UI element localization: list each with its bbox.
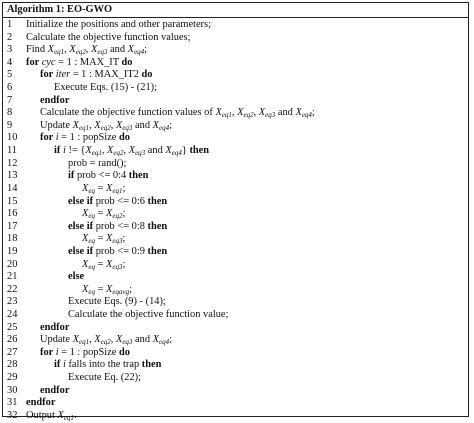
line-code (68, 221, 167, 234)
line-number: 22 (7, 283, 18, 295)
code-text: X (106, 208, 113, 220)
keyword: endfor (26, 397, 56, 409)
code-text: ; (169, 119, 172, 131)
code-text: , (231, 107, 238, 119)
algorithm-line (3, 322, 468, 335)
algorithm-line (3, 95, 468, 108)
code-text: Initialize the positions and other parameters; (26, 19, 211, 30)
code-text: Execute Eqs. (9) - (14); (68, 296, 166, 308)
code-text: X (127, 44, 135, 56)
line-code (40, 95, 69, 108)
subscript: eq4 (134, 48, 145, 57)
code-text: X (258, 107, 266, 119)
code-text: and (132, 119, 153, 131)
subscript: eq1 (91, 149, 102, 158)
keyword: do (118, 132, 130, 144)
code-text: X (106, 258, 113, 270)
keyword: else if (68, 220, 96, 232)
code-text: = (94, 233, 107, 245)
line-number: 5 (7, 69, 13, 81)
keyword: endfor (40, 384, 70, 396)
code-text: X (57, 409, 64, 421)
line-number: 27 (7, 346, 18, 358)
code-text: , (101, 145, 108, 157)
code-text: = (94, 258, 107, 270)
code-text: X (82, 182, 89, 194)
line-number: 30 (7, 384, 18, 396)
code-text: Update (40, 119, 73, 131)
algorithm-line (3, 246, 468, 259)
subscript: eq1 (63, 413, 74, 422)
algorithm-line (3, 397, 468, 410)
code-text: X (106, 233, 113, 245)
line-code (26, 19, 211, 32)
code-text: and (145, 145, 166, 157)
line-code (26, 57, 133, 70)
code-text: X (152, 334, 159, 346)
subscript: eq1 (221, 111, 232, 120)
line-code (82, 233, 125, 246)
keyword: then (147, 195, 168, 207)
algorithm-line (3, 107, 468, 120)
algorithm-line (3, 196, 468, 209)
line-code (68, 196, 167, 209)
code-text: prob = rand(); (68, 157, 127, 169)
keyword: else (68, 271, 85, 283)
line-number: 3 (7, 44, 13, 56)
algorithm-line (3, 271, 468, 284)
code-text: , (110, 334, 116, 346)
algorithm-line (3, 120, 468, 133)
code-text: = (94, 182, 107, 194)
line-code (40, 107, 315, 120)
code-text: i (55, 132, 59, 144)
code-text: = 1 : popSize (58, 132, 119, 144)
subscript: eq2 (113, 149, 124, 158)
code-text: ; (122, 182, 126, 194)
algorithm-line (3, 132, 468, 145)
line-number: 25 (7, 321, 18, 333)
subscript: eq1 (78, 123, 90, 132)
keyword: then (147, 245, 168, 257)
line-code (68, 158, 126, 171)
keyword: if (54, 359, 63, 371)
code-text: , (110, 119, 116, 131)
subscript: eq2 (100, 338, 111, 347)
code-text: , (89, 334, 95, 346)
subscript: eq3 (112, 262, 123, 271)
line-number: 8 (7, 107, 13, 119)
algorithm-line (3, 82, 468, 95)
subscript: eq4 (171, 149, 182, 158)
subscript: eq3 (122, 338, 133, 347)
line-number: 12 (7, 157, 18, 169)
algorithm-line (3, 69, 468, 82)
code-text: Output (26, 409, 58, 421)
line-number: 13 (7, 170, 18, 182)
subscript: eq1 (78, 338, 90, 347)
subscript: eq (88, 237, 95, 246)
code-text: prob <= 0:4 (76, 170, 129, 182)
line-number: 21 (7, 271, 18, 283)
line-number: 19 (7, 245, 18, 257)
code-text: , (123, 145, 129, 157)
line-number: 4 (7, 56, 13, 68)
keyword: do (118, 346, 130, 358)
algorithm-line (3, 309, 468, 322)
keyword: endfor (40, 321, 70, 333)
keyword: then (189, 145, 210, 157)
code-text: X (82, 283, 89, 295)
code-text: Calculate the objective function values of (40, 107, 216, 119)
line-number: 23 (7, 296, 18, 308)
code-text: = 1 : MAX_IT (55, 56, 122, 68)
line-number: 2 (7, 31, 13, 43)
code-text: ; (122, 208, 126, 220)
code-text: i (62, 145, 66, 157)
subscript: eq (88, 287, 95, 296)
code-text: X (47, 44, 55, 56)
keyword: if (68, 170, 77, 182)
line-number: 16 (7, 208, 18, 220)
subscript: eq3 (97, 48, 108, 57)
code-text: ; (144, 44, 148, 56)
algorithm-line (3, 170, 468, 183)
algorithm-line (3, 347, 468, 360)
keyword: if (54, 145, 63, 157)
line-code (40, 322, 69, 335)
algorithm-line (3, 359, 468, 372)
code-text: i (55, 346, 59, 358)
keyword: for (40, 132, 56, 144)
code-text: = (94, 283, 107, 295)
line-number: 10 (7, 132, 18, 144)
code-text: Update (40, 334, 73, 346)
code-text: != { (65, 145, 86, 157)
code-text: Calculate the objective function value; (68, 309, 229, 321)
code-text: and (107, 44, 128, 56)
line-number: 20 (7, 258, 18, 270)
line-code (68, 170, 148, 183)
algorithm-line (3, 259, 468, 272)
code-text: ; (122, 233, 126, 245)
line-number: 15 (7, 195, 18, 207)
subscript: eq4 (158, 123, 170, 132)
code-text: X (72, 119, 79, 131)
code-text: , (85, 44, 91, 56)
subscript: eq3 (122, 123, 133, 132)
line-code (68, 246, 167, 259)
algorithm-line (3, 44, 468, 57)
subscript: eq (88, 212, 95, 221)
keyword: do (141, 69, 153, 81)
algorithm-line (3, 372, 468, 385)
code-text: i (62, 359, 66, 371)
algorithm-line (3, 145, 468, 158)
line-code (26, 32, 190, 45)
algorithm-line (3, 284, 468, 297)
code-text: and (275, 107, 296, 119)
algorithm-title: Algorithm 1: EO-GWO (3, 3, 468, 18)
line-code (40, 69, 152, 82)
line-code (82, 183, 125, 196)
subscript: eq2 (75, 48, 86, 57)
algorithm-line (3, 233, 468, 246)
keyword: endfor (40, 94, 70, 106)
line-number: 28 (7, 359, 18, 371)
code-text: X (165, 145, 172, 157)
subscript: eq2 (112, 212, 123, 221)
keyword: then (141, 359, 162, 371)
line-number: 17 (7, 220, 18, 232)
keyword: else if (68, 245, 96, 257)
code-text: and (132, 334, 153, 346)
algorithm-line (3, 208, 468, 221)
code-text: X (69, 44, 76, 56)
code-text: X (237, 107, 244, 119)
code-text: prob <= 0:8 (95, 220, 148, 232)
subscript: eqavg (112, 287, 130, 296)
code-text: = 1 : MAX_IT2 (70, 69, 142, 81)
line-code (82, 208, 125, 221)
line-number: 1 (7, 19, 13, 30)
line-number: 11 (7, 145, 18, 157)
subscript: eq2 (243, 111, 254, 120)
keyword: do (121, 56, 133, 68)
line-code (26, 397, 55, 410)
code-text: , (64, 44, 70, 56)
code-text: ; (311, 107, 315, 119)
algorithm-line (3, 221, 468, 234)
code-text: X (82, 258, 89, 270)
algorithm-body (3, 18, 468, 423)
algorithm-line (3, 334, 468, 347)
subscript: eq3 (112, 237, 123, 246)
code-text: Execute Eq. (22); (68, 372, 141, 384)
code-text: } (181, 145, 190, 157)
code-text: = (94, 208, 107, 220)
line-code (26, 410, 77, 423)
code-text: X (94, 334, 101, 346)
algorithm-line (3, 410, 468, 423)
code-text: cyc (41, 56, 56, 68)
line-code (68, 309, 228, 322)
code-text: X (115, 119, 123, 131)
subscript: eq (88, 186, 95, 195)
code-text: X (107, 145, 114, 157)
line-number: 18 (7, 233, 18, 245)
code-text: ; (169, 334, 172, 346)
line-code (54, 82, 157, 95)
code-text: falls into the trap (65, 359, 142, 371)
algorithm-line (3, 385, 468, 398)
line-number: 24 (7, 309, 18, 321)
line-code (54, 145, 209, 158)
code-text: ; (129, 283, 132, 295)
code-text: X (82, 208, 89, 220)
algorithm-line (3, 296, 468, 309)
subscript: eq4 (301, 111, 312, 120)
code-text: X (85, 145, 92, 157)
code-text: . (73, 409, 77, 421)
code-text: X (215, 107, 222, 119)
line-code (40, 347, 130, 360)
code-text: X (72, 334, 79, 346)
line-code (26, 44, 147, 57)
code-text: X (91, 44, 98, 56)
code-text: = 1 : popSize (58, 346, 119, 358)
algorithm-line (3, 32, 468, 45)
line-code (54, 359, 161, 372)
code-text: X (82, 233, 89, 245)
line-code (68, 372, 141, 385)
subscript: eq3 (265, 111, 276, 120)
code-text: prob <= 0:6 (95, 195, 148, 207)
code-text: X (152, 119, 159, 131)
code-text: X (115, 334, 123, 346)
line-number: 29 (7, 372, 18, 384)
code-text: X (128, 145, 136, 157)
line-number: 6 (7, 82, 13, 94)
keyword: then (147, 220, 168, 232)
code-text: prob <= 0:9 (95, 245, 148, 257)
algorithm-box (2, 2, 469, 422)
line-number: 31 (7, 397, 18, 409)
code-text: X (106, 182, 113, 194)
algorithm-line (3, 19, 468, 32)
subscript: eq (88, 262, 95, 271)
line-code (40, 132, 130, 145)
code-text: ; (122, 258, 126, 270)
subscript: eq2 (100, 123, 111, 132)
code-text: , (89, 119, 95, 131)
line-code (40, 385, 69, 398)
keyword: for (26, 56, 42, 68)
line-number: 26 (7, 334, 18, 346)
code-text: X (106, 283, 113, 295)
keyword: for (40, 346, 56, 358)
line-code (82, 259, 125, 272)
keyword: else if (68, 195, 96, 207)
line-code (82, 284, 132, 297)
line-number: 14 (7, 182, 18, 194)
code-text: , (253, 107, 259, 119)
line-number: 32 (7, 409, 18, 421)
keyword: then (128, 170, 149, 182)
subscript: eq4 (158, 338, 170, 347)
code-text: Calculate the objective function values; (26, 31, 191, 43)
line-number: 9 (7, 119, 13, 131)
code-text: X (295, 107, 302, 119)
algorithm-line (3, 158, 468, 171)
line-code (68, 271, 84, 284)
code-text: iter (55, 69, 71, 81)
subscript: eq3 (135, 149, 146, 158)
code-text: Execute Eqs. (15) - (21); (54, 82, 158, 94)
line-number: 7 (7, 94, 13, 106)
code-text: X (94, 119, 101, 131)
line-code (40, 120, 172, 133)
subscript: eq1 (54, 48, 65, 57)
line-code (68, 296, 166, 309)
subscript: eq1 (112, 186, 123, 195)
algorithm-line (3, 183, 468, 196)
keyword: for (40, 69, 56, 81)
code-text: Find (26, 44, 48, 56)
algorithm-line (3, 57, 468, 70)
line-code (40, 334, 172, 347)
